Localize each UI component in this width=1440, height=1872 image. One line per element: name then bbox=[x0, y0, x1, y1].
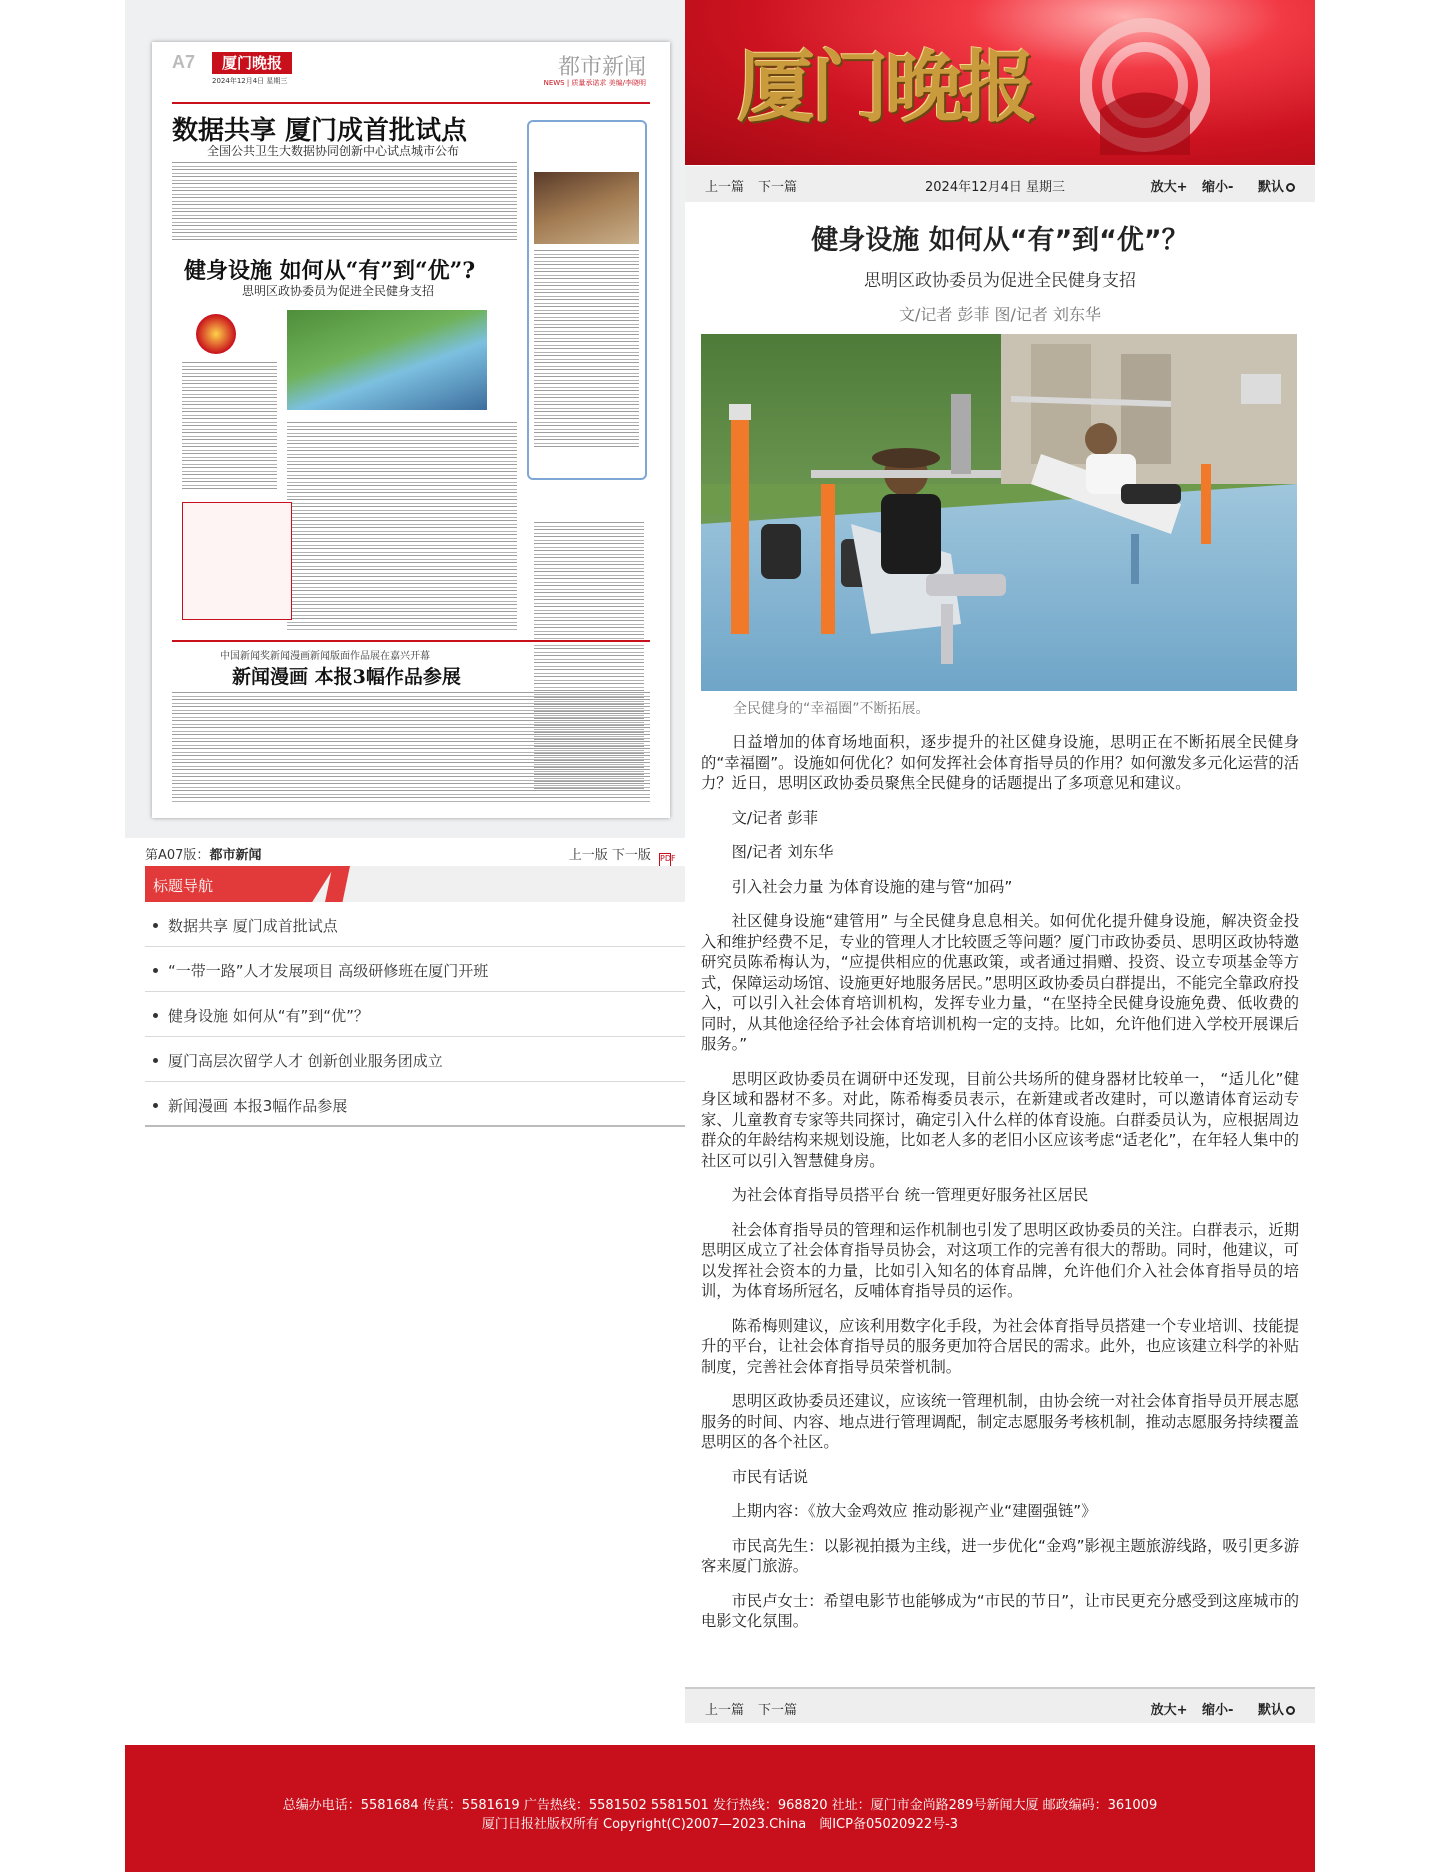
article-photo bbox=[701, 334, 1297, 691]
issue-date: 2024年12月4日 星期三 bbox=[925, 180, 1066, 195]
article-paragraph: 市民有话说 bbox=[731, 1467, 809, 1486]
next-page-link[interactable]: 下一版 bbox=[611, 848, 651, 863]
page-text-block bbox=[287, 422, 517, 632]
page-logo: 厦门晚报 bbox=[212, 52, 292, 74]
masthead-logo: 厦门晚报 bbox=[737, 42, 1034, 133]
zoom-default-button[interactable] bbox=[1248, 180, 1295, 195]
page-label-section: 都市新闻 bbox=[209, 848, 262, 863]
bullet-icon bbox=[153, 1013, 158, 1018]
article-body bbox=[701, 732, 1299, 1646]
bullet-icon bbox=[153, 1103, 158, 1108]
zoom-out-button[interactable]: 缩小- bbox=[1202, 1703, 1234, 1718]
article-paragraph: 文/记者 彭菲 bbox=[731, 808, 819, 827]
page-headline-1[interactable]: 数据共享 厦门成首批试点 bbox=[172, 116, 468, 146]
right-column bbox=[685, 0, 1315, 1745]
article-paragraph: 上期内容：《放大金鸡效应 推动影视产业“建圈强链”》 bbox=[731, 1502, 1097, 1520]
zoom-in-button[interactable]: 放大+ bbox=[1150, 180, 1188, 195]
article-toolbar-bottom bbox=[685, 1687, 1315, 1723]
prev-page-link[interactable]: 上一版 bbox=[568, 848, 608, 863]
article-subtitle: 思明区政协委员为促进全民健身支招 bbox=[864, 271, 1136, 291]
page-thumbnail-frame bbox=[125, 0, 685, 838]
page-text-block bbox=[172, 692, 650, 802]
zoom-controls bbox=[1141, 176, 1295, 195]
next-article-link[interactable]: 下一篇 bbox=[758, 1703, 798, 1718]
page-headline-1-sub: 全国公共卫生大数据协同创新中心试点城市公布 bbox=[207, 144, 460, 158]
bullet-icon bbox=[153, 1058, 158, 1063]
prev-article-link[interactable]: 上一篇 bbox=[705, 180, 745, 195]
fitness-photo-illustration bbox=[701, 334, 1297, 691]
zoom-in-button[interactable]: 放大+ bbox=[1150, 1703, 1188, 1718]
page-headline-2[interactable]: 健身设施 如何从“有”到“优”? bbox=[184, 258, 476, 284]
article-paragraph: 引入社会力量 为体育设施的建与管“加码” bbox=[731, 877, 1013, 896]
article-prevnext bbox=[705, 176, 811, 195]
article-photo-caption: 全民健身的“幸福圈”不断拓展。 bbox=[733, 701, 930, 717]
article-prevnext bbox=[705, 1699, 811, 1718]
title-nav-header bbox=[145, 866, 685, 902]
page-headline-2-sub: 思明区政协委员为促进全民健身支招 bbox=[242, 284, 435, 298]
article-paragraph: 市民高先生：以影视拍摄为主线，进一步优化“金鸡”影视主题旅游线路，吸引更多游客来厦门旅游。 bbox=[701, 1536, 1299, 1575]
page-nav bbox=[568, 844, 676, 868]
article-paragraph: 思明区政协委员还建议，应该统一管理机制，由协会统一对社会体育指导员开展志愿服务的时间、内容、地点进行管理调配，制定志愿服务考核机制，推动志愿服务持续覆盖思明区的各个社区。 bbox=[701, 1392, 1299, 1451]
page-section-title: 都市新闻 bbox=[557, 55, 646, 80]
zoom-controls bbox=[1141, 1699, 1295, 1718]
zoom-out-button[interactable]: 缩小- bbox=[1202, 180, 1234, 195]
page-number: A7 bbox=[172, 52, 196, 72]
newspaper-page-thumbnail[interactable] bbox=[152, 42, 670, 818]
article-paragraph: 为社会体育指导员搭平台 统一管理更好服务社区居民 bbox=[731, 1186, 1089, 1204]
pdf-icon[interactable]: PDF bbox=[659, 853, 671, 868]
article-title: 健身设施 如何从“有”到“优”？ bbox=[811, 225, 1189, 256]
article-paragraph: 思明区政协委员在调研中还发现，目前公共场所的健身器材比较单一， “适儿化”健身区域和器材不多。对此，陈希梅委员表示，在新建或者改建时，可以邀请体育运动专家、儿童教育专家等共同探讨，确定引入什么样的体育设施。白群委员认为，应根据周边群众的年龄结构来规划设施，比如老人多的老旧小区应该考虑“适老化”，在年轻人集中的社区可以引入智慧健身房。 bbox=[701, 1069, 1299, 1170]
bullet-icon bbox=[153, 923, 158, 928]
next-article-link[interactable]: 下一篇 bbox=[758, 180, 798, 195]
title-nav-item[interactable] bbox=[145, 1037, 685, 1082]
article-paragraph: 社会体育指导员的管理和运作机制也引发了思明区政协委员的关注。白群表示，近期思明区成立了社会体育指导员协会，对这项工作的完善有很大的帮助。同时，他建议，可以发挥社会资本的力量，比如引入知名的体育品牌，允许他们介入社会体育指导员的培训，为体育场所冠名，反哺体育指导员的运作。 bbox=[701, 1220, 1299, 1300]
footer-contact: 总编办电话：5581684 传真：5581619 广告热线：5581502 5581501 发行热线：968820 社址：厦门市金尚路289号新闻大厦 邮政编码：361009 bbox=[282, 1798, 1158, 1813]
page-headline-3-kicker: 中国新闻奖新闻漫画新闻版面作品展在嘉兴开幕 bbox=[220, 651, 430, 662]
page-photo-fitness bbox=[287, 310, 487, 410]
masthead-banner bbox=[685, 0, 1315, 165]
left-column bbox=[125, 0, 685, 1872]
page-bar bbox=[125, 838, 685, 864]
article-paragraph: 日益增加的体育场地面积，逐步提升的社区健身设施，思明正在不断拓展全民健身的“幸福圈”。设施如何优化？如何发挥社会体育指导员的作用？如何激发多元化运营的活力？近日，思明区政协委员聚焦全民健身的话题提出了多项意见和建议。 bbox=[701, 733, 1299, 792]
title-nav-item[interactable] bbox=[145, 947, 685, 992]
title-nav-item[interactable] bbox=[145, 1082, 685, 1127]
emblem-icon bbox=[196, 314, 236, 354]
title-nav-list bbox=[145, 902, 685, 1127]
reset-icon bbox=[1286, 1706, 1295, 1715]
title-nav-label: 标题导航 bbox=[153, 877, 214, 895]
zoom-default-label[interactable]: 默认 bbox=[1257, 1703, 1284, 1718]
page-section-sub: NEWS | 质量承诺求 美编/李晓明 bbox=[543, 79, 646, 87]
title-nav-item-label[interactable]: 数据共享 厦门成首批试点 bbox=[168, 917, 338, 935]
page-note-box bbox=[182, 502, 292, 620]
prev-article-link[interactable]: 上一篇 bbox=[705, 1703, 745, 1718]
title-nav-item-label[interactable]: 厦门高层次留学人才 创新创业服务团成立 bbox=[168, 1052, 443, 1070]
page-photo-meeting bbox=[534, 172, 639, 244]
page-text-block bbox=[534, 250, 639, 450]
article-toolbar-top bbox=[685, 166, 1315, 202]
zoom-default-button[interactable] bbox=[1248, 1703, 1295, 1718]
title-nav-item[interactable] bbox=[145, 902, 685, 947]
title-nav-item-label[interactable]: “一带一路”人才发展项目 高级研修班在厦门开班 bbox=[168, 962, 489, 980]
bullet-icon bbox=[153, 968, 158, 973]
title-nav-item-label[interactable]: 健身设施 如何从“有”到“优”？ bbox=[168, 1007, 369, 1025]
page-label-prefix: 第A07版： bbox=[145, 848, 210, 863]
article-paragraph: 市民卢女士：希望电影节也能够成为“市民的节日”，让市民更充分感受到这座城市的电影文化氛围。 bbox=[701, 1591, 1299, 1630]
zoom-default-label[interactable]: 默认 bbox=[1257, 180, 1284, 195]
page-container bbox=[125, 0, 1315, 1872]
title-nav-item[interactable] bbox=[145, 992, 685, 1037]
page-date: 2024年12月4日 星期三 bbox=[212, 77, 288, 85]
reset-icon bbox=[1286, 183, 1295, 192]
article-paragraph: 图/记者 刘东华 bbox=[731, 843, 834, 861]
page-text-block bbox=[182, 362, 277, 492]
masthead-emblem-icon bbox=[1080, 15, 1210, 155]
footer-copyright: 厦门日报社版权所有 Copyright(C)2007—2023.China 闽ICP备05020922号-3 bbox=[481, 1817, 959, 1832]
page-rule bbox=[172, 640, 650, 642]
article-paragraph: 社区健身设施“建管用” 与全民健身息息相关。如何优化提升健身设施，解决资金投入和维护经费不足，专业的管理人才比较匮乏等问题？厦门市政协委员、思明区政协特邀研究员陈希梅认为，“应提供相应的优惠政策，或者通过捐赠、投资、设立专项基金等方式，保障运动场馆、设施更好地服务居民。”思明区政协委员白群提出，不能完全靠政府投入，可以引入社会体育培训机构，发挥专业力量，“在坚持全民健身设施免费、低收费的同时，从其他途径给予社会体育培训机构一定的支持。比如，允许他们进入学校开展课后服务。” bbox=[701, 912, 1299, 1053]
page-rule bbox=[172, 102, 650, 104]
site-footer bbox=[125, 1745, 1315, 1872]
page-text-block bbox=[172, 162, 517, 242]
page-headline-3[interactable]: 新闻漫画 本报3幅作品参展 bbox=[232, 666, 461, 688]
article-paragraph: 陈希梅则建议，应该利用数字化手段，为社会体育指导员搭建一个专业培训、技能提升的平台，让社会体育指导员的服务更加符合居民的需求。此外，也应该建立科学的补贴制度，完善社会体育指导员荣誉机制。 bbox=[701, 1316, 1299, 1376]
page-label bbox=[145, 844, 261, 863]
title-nav-item-label[interactable]: 新闻漫画 本报3幅作品参展 bbox=[168, 1097, 348, 1115]
article-byline: 文/记者 彭菲 图/记者 刘东华 bbox=[898, 305, 1102, 324]
